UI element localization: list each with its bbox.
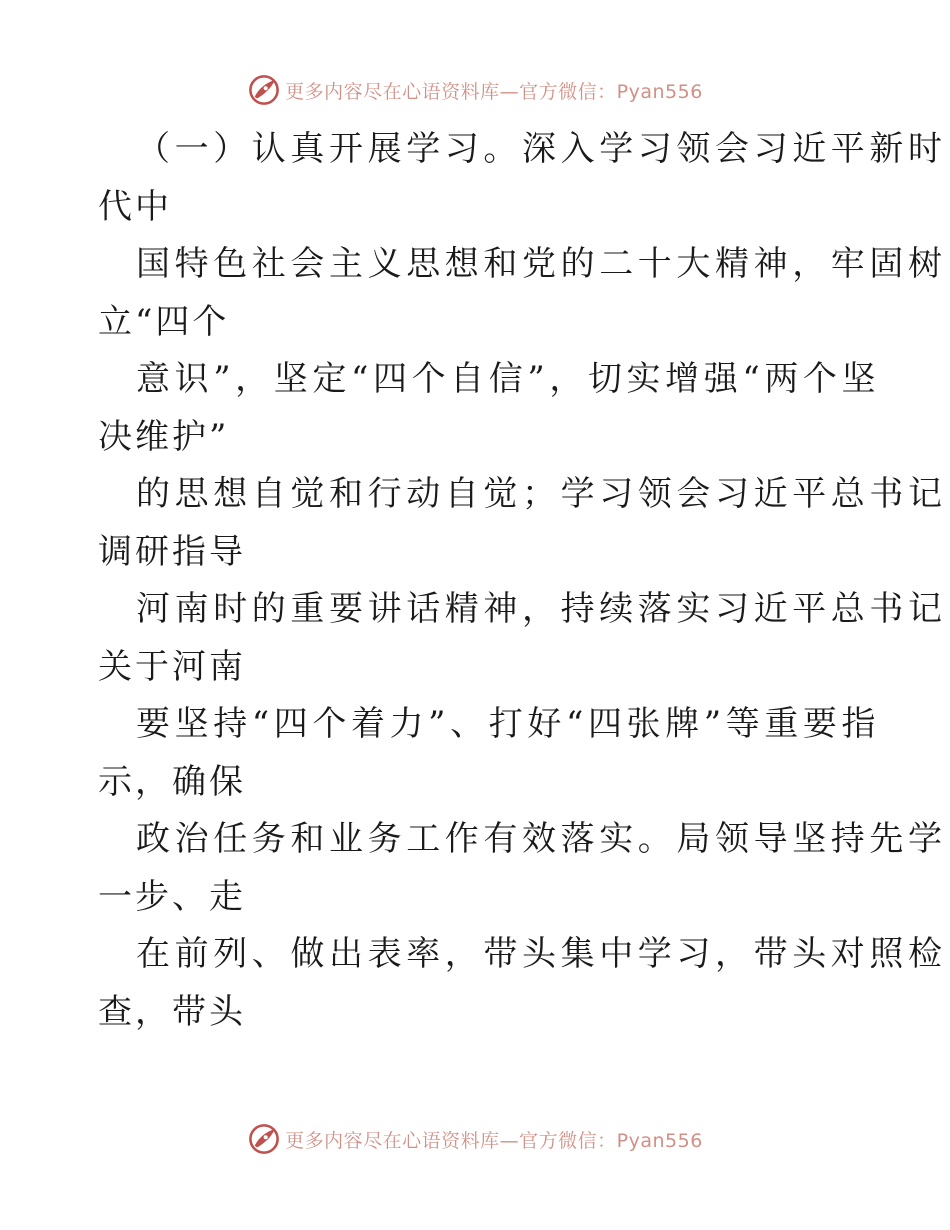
text-line: 决维护” [98, 416, 230, 457]
text-line: 立“四个 [98, 301, 230, 342]
watermark-text: 更多内容尽在心语资料库—官方微信：Pyan556 [285, 80, 703, 103]
text-line: 意识”，坚定“四个自信”，切实增强“两个坚 [136, 359, 881, 399]
text-line: （一）认真开展学习。深入学习领会习近平新时 [136, 129, 947, 169]
text-line: 一步、走 [98, 876, 246, 917]
watermark-text: 更多内容尽在心语资料库—官方微信：Pyan556 [285, 1129, 703, 1152]
pen-nib-logo-icon [247, 1122, 281, 1156]
text-line: 关于河南 [98, 646, 246, 687]
text-line: 调研指导 [98, 531, 246, 572]
text-line: 查，带头 [98, 991, 246, 1032]
text-line: 要坚持“四个着力”、打好“四张牌”等重要指 [136, 704, 881, 744]
pen-nib-logo-icon [247, 73, 281, 107]
text-line: 示，确保 [98, 761, 246, 802]
footer-watermark [0, 1119, 950, 1159]
text-line: 代中 [98, 186, 172, 227]
text-line: 政治任务和业务工作有效落实。局领导坚持先学 [136, 819, 947, 859]
document-body [98, 121, 947, 1041]
text-line: 国特色社会主义思想和党的二十大精神，牢固树 [136, 244, 947, 284]
text-line: 的思想自觉和行动自觉；学习领会习近平总书记 [136, 474, 947, 514]
header-watermark [0, 70, 950, 110]
text-line: 在前列、做出表率，带头集中学习，带头对照检 [136, 934, 947, 974]
text-line: 河南时的重要讲话精神，持续落实习近平总书记 [136, 589, 947, 629]
